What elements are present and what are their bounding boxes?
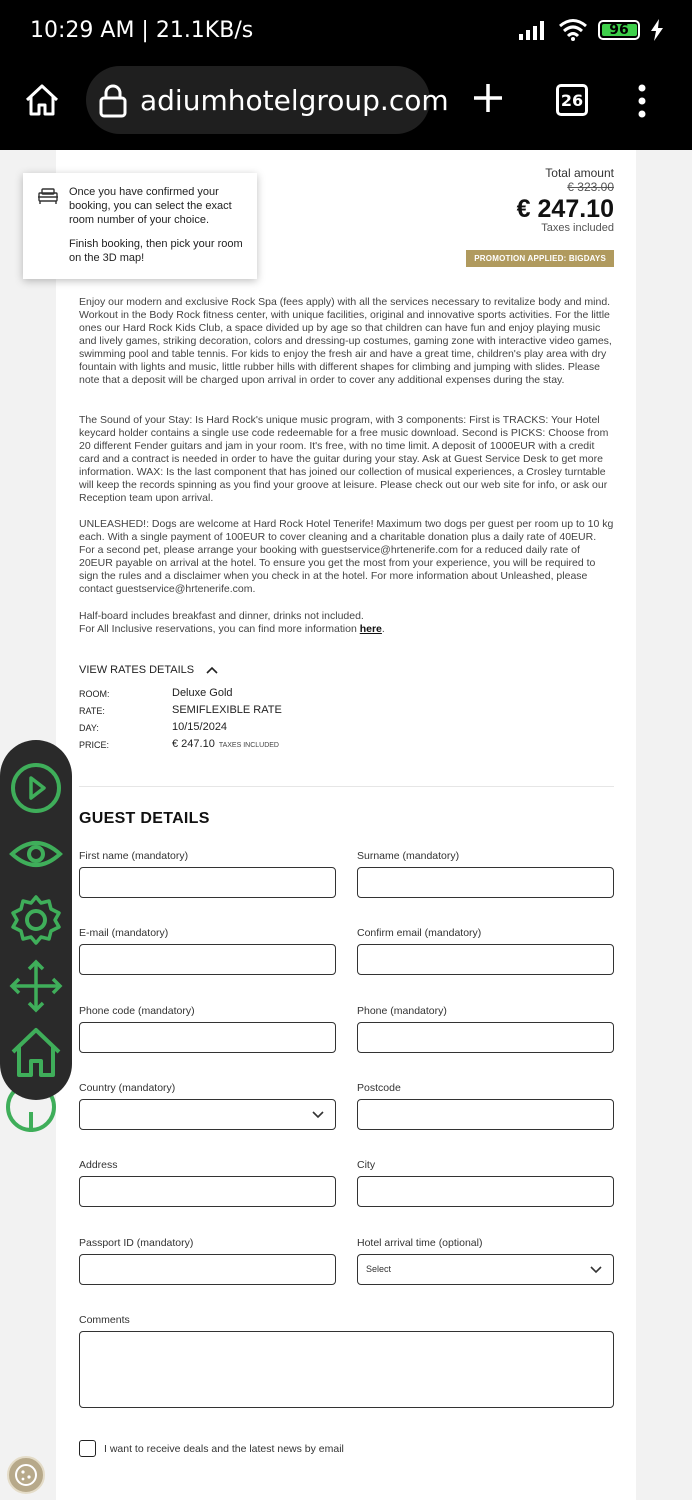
email-input[interactable] <box>79 944 336 975</box>
day-label: DAY: <box>79 723 99 733</box>
newsletter-label[interactable]: I want to receive deals and the latest news by email <box>104 1443 344 1455</box>
rate-label: RATE: <box>79 706 105 716</box>
wifi-icon <box>558 18 588 42</box>
tooltip-text-2: Finish booking, then pick your room on the 3D map! <box>69 238 243 264</box>
tooltip-text-1: Once you have confirmed your booking, you can select the exact room number of your choice. <box>69 186 232 226</box>
description-paragraph: UNLEASHED!: Dogs are welcome at Hard Rock Hotel Tenerife! Maximum two dogs per guest per room up to 10 kg each. With a single payment of 100EUR to cover cleaning and a charitable donation plus a daily rate of 40EUR. For a second pet, please arrange your booking with guestservice@hrtenerife.com for a reduced daily rate of 20EUR payable on arrival at the hotel. To ensure you get the most from your experience, you will be required to sign the rules and a disclaimer when you check in at the hotel. For more information about Unleashed, please contact guestservice@hrtenerife.com. <box>79 518 614 595</box>
city-input[interactable] <box>357 1176 614 1207</box>
passport-label: Passport ID (mandatory) <box>79 1237 194 1249</box>
postcode-label: Postcode <box>357 1082 401 1094</box>
taxes-included-note: Taxes included <box>541 222 614 234</box>
url-text[interactable]: adiumhotelgroup.com <box>140 84 449 117</box>
section-divider <box>79 786 614 787</box>
price-taxes-note: TAXES INCLUDED <box>218 742 279 749</box>
room-label: ROOM: <box>79 689 110 699</box>
battery-icon <box>598 20 640 40</box>
home-icon[interactable] <box>22 80 62 120</box>
total-amount-label: Total amount <box>545 166 614 180</box>
eye-icon[interactable] <box>8 826 64 882</box>
arrival-time-label: Hotel arrival time (optional) <box>357 1237 483 1249</box>
lock-icon <box>98 84 128 118</box>
signal-icon <box>518 19 548 41</box>
url-bar[interactable] <box>86 66 449 134</box>
battery-level: 96 <box>609 22 629 38</box>
phone-code-label: Phone code (mandatory) <box>79 1005 195 1017</box>
chevron-down-icon[interactable] <box>311 1108 325 1122</box>
tab-switcher-button[interactable]: 26 <box>556 84 588 116</box>
new-tab-icon[interactable] <box>468 78 508 118</box>
comments-label: Comments <box>79 1314 130 1326</box>
postcode-input[interactable] <box>357 1099 614 1130</box>
chevron-up-icon[interactable] <box>206 666 218 674</box>
room-selection-tooltip <box>23 173 257 279</box>
chevron-down-icon[interactable] <box>589 1263 603 1277</box>
cookie-icon[interactable] <box>9 1458 43 1492</box>
room-value: Deluxe Gold <box>172 687 233 699</box>
cookie-settings-icon[interactable] <box>7 1456 45 1494</box>
country-label: Country (mandatory) <box>79 1082 176 1094</box>
old-price: € 323.00 <box>567 180 614 194</box>
more-menu-icon[interactable] <box>632 84 652 118</box>
description-paragraph: Enjoy our modern and exclusive Rock Spa (fees apply) with all the services necessary to revitalize body and mind. Workout in the Body Rock fitness center, with unique facilities, original and innovative sports activities. For the little ones our Hard Rock Kids Club, a space divided up by age so that children can have fun and enjoy playing music and lively games, striking decoration, colors and dressing-up costumes, gaming zone with interactive video games, swimming pool and table tennis. For kids to enjoy the fresh air and have a great time, children's play area with dry fountain with lights and music, little rubber hills with different shapes for climbing and jumping with slides. Please note that a deposit will be charged upon arrival in order to cover any additional expenses during the stay. <box>79 296 612 386</box>
price-value: € 247.10 TAXES INCLUDED <box>172 738 279 750</box>
day-value: 10/15/2024 <box>172 721 228 733</box>
country-select[interactable] <box>79 1099 336 1130</box>
bed-icon <box>37 187 59 205</box>
phone-label: Phone (mandatory) <box>357 1005 447 1017</box>
phone-code-input[interactable] <box>79 1022 336 1053</box>
confirm-email-label: Confirm email (mandatory) <box>357 927 482 939</box>
address-label: Address <box>79 1159 118 1171</box>
first-name-label: First name (mandatory) <box>79 850 189 862</box>
status-icons <box>508 18 664 42</box>
rate-value: SEMIFLEXIBLE RATE <box>172 704 282 716</box>
arrival-time-value[interactable]: Select <box>366 1264 392 1274</box>
first-name-input[interactable] <box>79 867 336 898</box>
phone-input[interactable] <box>357 1022 614 1053</box>
home-icon[interactable] <box>8 1024 64 1080</box>
move-icon[interactable] <box>8 958 64 1014</box>
all-inclusive-note: For All Inclusive reservations, you can find more information <box>79 623 360 635</box>
status-bar <box>0 0 692 62</box>
status-time: 10:29 AM | 21.1KB/s <box>30 18 254 43</box>
promotion-badge: PROMOTION APPLIED: BIGDAYS <box>466 250 614 267</box>
charging-icon <box>650 19 664 41</box>
surname-label: Surname (mandatory) <box>357 850 460 862</box>
gear-icon[interactable] <box>8 892 64 948</box>
confirm-email-input[interactable] <box>357 944 614 975</box>
price-label: PRICE: <box>79 740 110 750</box>
floating-toolbar <box>0 740 72 1100</box>
city-label: City <box>357 1159 376 1171</box>
more-info-link[interactable]: here <box>359 623 382 635</box>
arrival-time-select[interactable] <box>357 1254 614 1285</box>
view-rates-toggle[interactable] <box>79 664 218 676</box>
browser-toolbar <box>0 62 692 150</box>
description-paragraph: The Sound of your Stay: Is Hard Rock's unique music program, with 3 components: First is TRACKS: Your Hotel keycard holder contains a single use code redeemable for a free music download. Second is PICKS: Choose from 20 different Fender guitars and jam in your room. It's free, with no time limit. A deposit of 1000EUR with a credit card and a contract is needed in order to have the guitar during your stay. Ask at Guest Service Desk to get more information. WAX: Is the last component that has joined our collection of musical experiences, a Crosley turntable will keep the records spinning as you find your groove at leisure. Please check out our web site for info, or ask our Reception team upon arrival. <box>79 414 609 504</box>
play-icon[interactable] <box>8 760 64 816</box>
passport-input[interactable] <box>79 1254 336 1285</box>
comments-textarea[interactable] <box>79 1331 614 1408</box>
surname-input[interactable] <box>357 867 614 898</box>
newsletter-checkbox[interactable] <box>79 1440 96 1457</box>
total-price: € 247.10 <box>516 195 614 223</box>
view-rates-label[interactable]: VIEW RATES DETAILS <box>79 664 195 676</box>
guest-details-title: GUEST DETAILS <box>79 810 210 827</box>
address-input[interactable] <box>79 1176 336 1207</box>
half-board-note: Half-board includes breakfast and dinner, drinks not included. <box>79 610 364 622</box>
description-paragraph: Half-board includes breakfast and dinner, drinks not included. For All Inclusive reservations, you can find more information here. <box>79 610 385 635</box>
email-label: E-mail (mandatory) <box>79 927 169 939</box>
